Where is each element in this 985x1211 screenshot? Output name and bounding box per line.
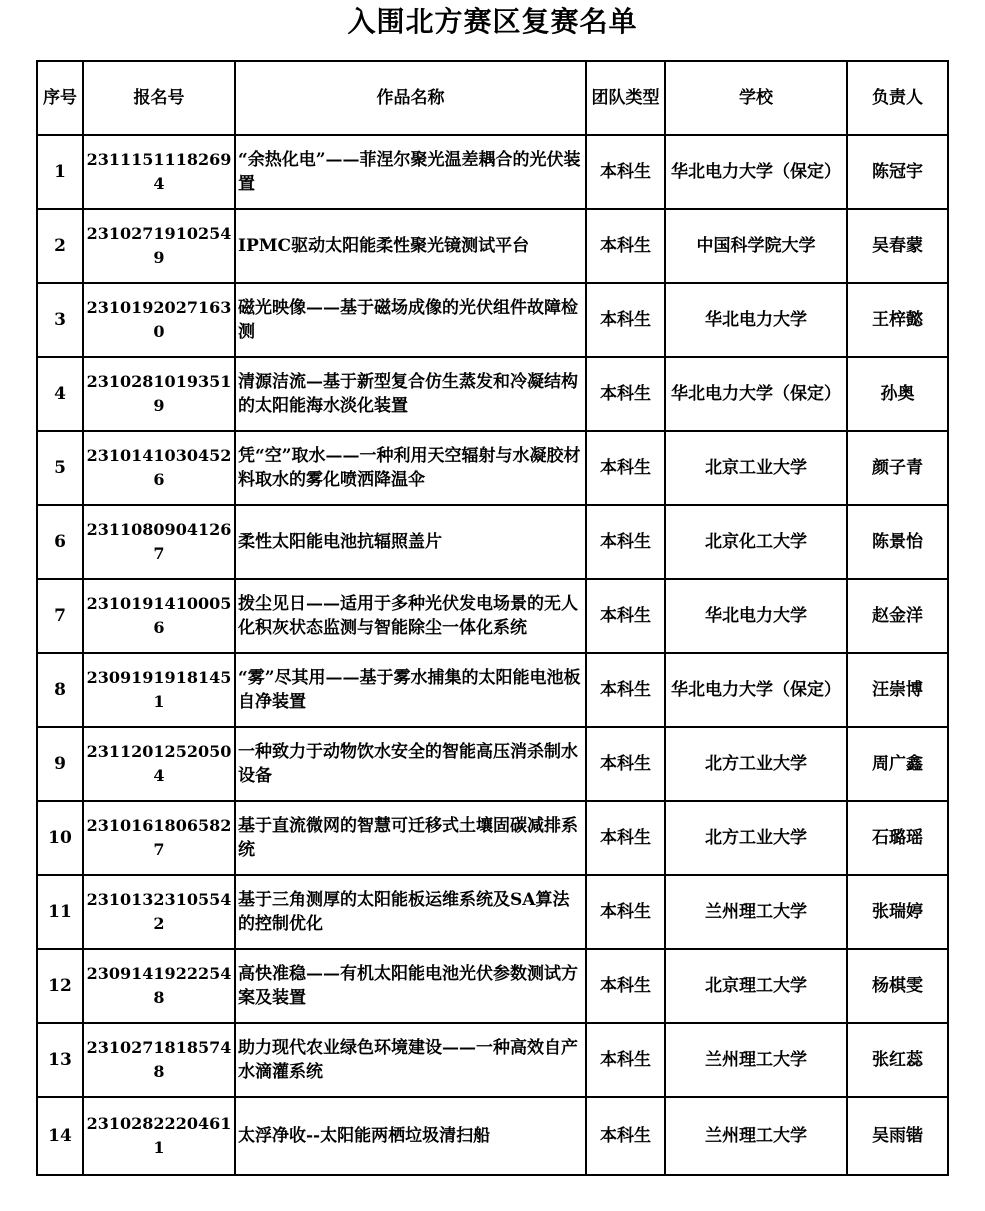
cell-type: 本科生 [586, 579, 665, 653]
cell-school: 华北电力大学 [665, 283, 847, 357]
cell-school: 华北电力大学 [665, 579, 847, 653]
header-leader: 负责人 [847, 61, 948, 135]
table-row [37, 283, 948, 357]
cell-work: 助力现代农业绿色环境建设——一种高效自产水滴灌系统 [235, 1023, 586, 1097]
cell-no: 6 [37, 505, 83, 579]
cell-work: 太浮净收--太阳能两栖垃圾清扫船 [235, 1097, 586, 1175]
cell-school: 兰州理工大学 [665, 875, 847, 949]
table-row [37, 1097, 948, 1175]
cell-leader: 吴春蒙 [847, 209, 948, 283]
page-title: 入围北方赛区复赛名单 [347, 5, 638, 38]
cell-no: 9 [37, 727, 83, 801]
cell-no: 11 [37, 875, 83, 949]
finalist-table [36, 60, 949, 1176]
cell-no: 2 [37, 209, 83, 283]
cell-leader: 张瑞婷 [847, 875, 948, 949]
table-row [37, 357, 948, 431]
cell-school: 华北电力大学（保定） [665, 653, 847, 727]
table-row [37, 727, 948, 801]
cell-school: 兰州理工大学 [665, 1097, 847, 1175]
table-row [37, 1023, 948, 1097]
table-body [37, 135, 948, 1175]
cell-school: 华北电力大学（保定） [665, 135, 847, 209]
table-row [37, 875, 948, 949]
cell-no: 5 [37, 431, 83, 505]
cell-work: 基于直流微网的智慧可迁移式土壤固碳减排系统 [235, 801, 586, 875]
cell-type: 本科生 [586, 135, 665, 209]
cell-work: 一种致力于动物饮水安全的智能高压消杀制水设备 [235, 727, 586, 801]
cell-type: 本科生 [586, 801, 665, 875]
table-row [37, 209, 948, 283]
cell-type: 本科生 [586, 431, 665, 505]
cell-leader: 吴雨锴 [847, 1097, 948, 1175]
cell-work: 凭“空”取水——一种利用天空辐射与水凝胶材料取水的雾化喷洒降温伞 [235, 431, 586, 505]
cell-work: 基于三角测厚的太阳能板运维系统及SA算法的控制优化 [235, 875, 586, 949]
cell-type: 本科生 [586, 949, 665, 1023]
cell-leader: 赵金洋 [847, 579, 948, 653]
cell-work: 清源洁流—基于新型复合仿生蒸发和冷凝结构的太阳能海水淡化装置 [235, 357, 586, 431]
cell-reg: 23091419222548 [83, 949, 235, 1023]
table-row [37, 949, 948, 1023]
cell-reg: 23112012520504 [83, 727, 235, 801]
cell-type: 本科生 [586, 875, 665, 949]
table-row [37, 653, 948, 727]
cell-leader: 孙奥 [847, 357, 948, 431]
table-row [37, 579, 948, 653]
cell-work: “余热化电”——菲涅尔聚光温差耦合的光伏装置 [235, 135, 586, 209]
table-row [37, 801, 948, 875]
header-type: 团队类型 [586, 61, 665, 135]
cell-work: 磁光映像——基于磁场成像的光伏组件故障检测 [235, 283, 586, 357]
cell-leader: 颜子青 [847, 431, 948, 505]
header-reg: 报名号 [83, 61, 235, 135]
cell-no: 4 [37, 357, 83, 431]
cell-school: 中国科学院大学 [665, 209, 847, 283]
cell-school: 北方工业大学 [665, 727, 847, 801]
cell-reg: 23101920271630 [83, 283, 235, 357]
cell-reg: 23101618065827 [83, 801, 235, 875]
cell-no: 13 [37, 1023, 83, 1097]
cell-school: 北京工业大学 [665, 431, 847, 505]
cell-work: “雾”尽其用——基于雾水捕集的太阳能电池板自净装置 [235, 653, 586, 727]
cell-no: 8 [37, 653, 83, 727]
header-work: 作品名称 [235, 61, 586, 135]
cell-school: 北京化工大学 [665, 505, 847, 579]
cell-leader: 张红蕊 [847, 1023, 948, 1097]
cell-no: 10 [37, 801, 83, 875]
cell-type: 本科生 [586, 505, 665, 579]
cell-work: 高快准稳——有机太阳能电池光伏参数测试方案及装置 [235, 949, 586, 1023]
cell-reg: 23091919181451 [83, 653, 235, 727]
cell-type: 本科生 [586, 1097, 665, 1175]
cell-type: 本科生 [586, 727, 665, 801]
cell-work: 柔性太阳能电池抗辐照盖片 [235, 505, 586, 579]
header-school: 学校 [665, 61, 847, 135]
cell-school: 北京理工大学 [665, 949, 847, 1023]
cell-reg: 23102822204611 [83, 1097, 235, 1175]
cell-reg: 23101323105542 [83, 875, 235, 949]
cell-leader: 石璐瑶 [847, 801, 948, 875]
table-row [37, 135, 948, 209]
cell-type: 本科生 [586, 283, 665, 357]
cell-school: 华北电力大学（保定） [665, 357, 847, 431]
cell-reg: 23102810193519 [83, 357, 235, 431]
cell-no: 12 [37, 949, 83, 1023]
cell-no: 7 [37, 579, 83, 653]
cell-work: IPMC驱动太阳能柔性聚光镜测试平台 [235, 209, 586, 283]
cell-leader: 周广鑫 [847, 727, 948, 801]
cell-leader: 陈景怡 [847, 505, 948, 579]
cell-reg: 23101914100056 [83, 579, 235, 653]
cell-work: 拨尘见日——适用于多种光伏发电场景的无人化积灰状态监测与智能除尘一体化系统 [235, 579, 586, 653]
cell-no: 3 [37, 283, 83, 357]
cell-reg: 23111511182694 [83, 135, 235, 209]
cell-leader: 汪崇博 [847, 653, 948, 727]
cell-school: 北方工业大学 [665, 801, 847, 875]
cell-reg: 23101410304526 [83, 431, 235, 505]
table-header-row [37, 61, 948, 135]
cell-leader: 陈冠宇 [847, 135, 948, 209]
cell-type: 本科生 [586, 357, 665, 431]
cell-no: 1 [37, 135, 83, 209]
cell-school: 兰州理工大学 [665, 1023, 847, 1097]
cell-reg: 23110809041267 [83, 505, 235, 579]
header-no: 序号 [37, 61, 83, 135]
cell-leader: 王梓懿 [847, 283, 948, 357]
cell-no: 14 [37, 1097, 83, 1175]
table-row [37, 505, 948, 579]
cell-reg: 23102718185748 [83, 1023, 235, 1097]
table-row [37, 431, 948, 505]
cell-type: 本科生 [586, 1023, 665, 1097]
cell-type: 本科生 [586, 653, 665, 727]
cell-leader: 杨棋雯 [847, 949, 948, 1023]
cell-reg: 23102719102549 [83, 209, 235, 283]
cell-type: 本科生 [586, 209, 665, 283]
